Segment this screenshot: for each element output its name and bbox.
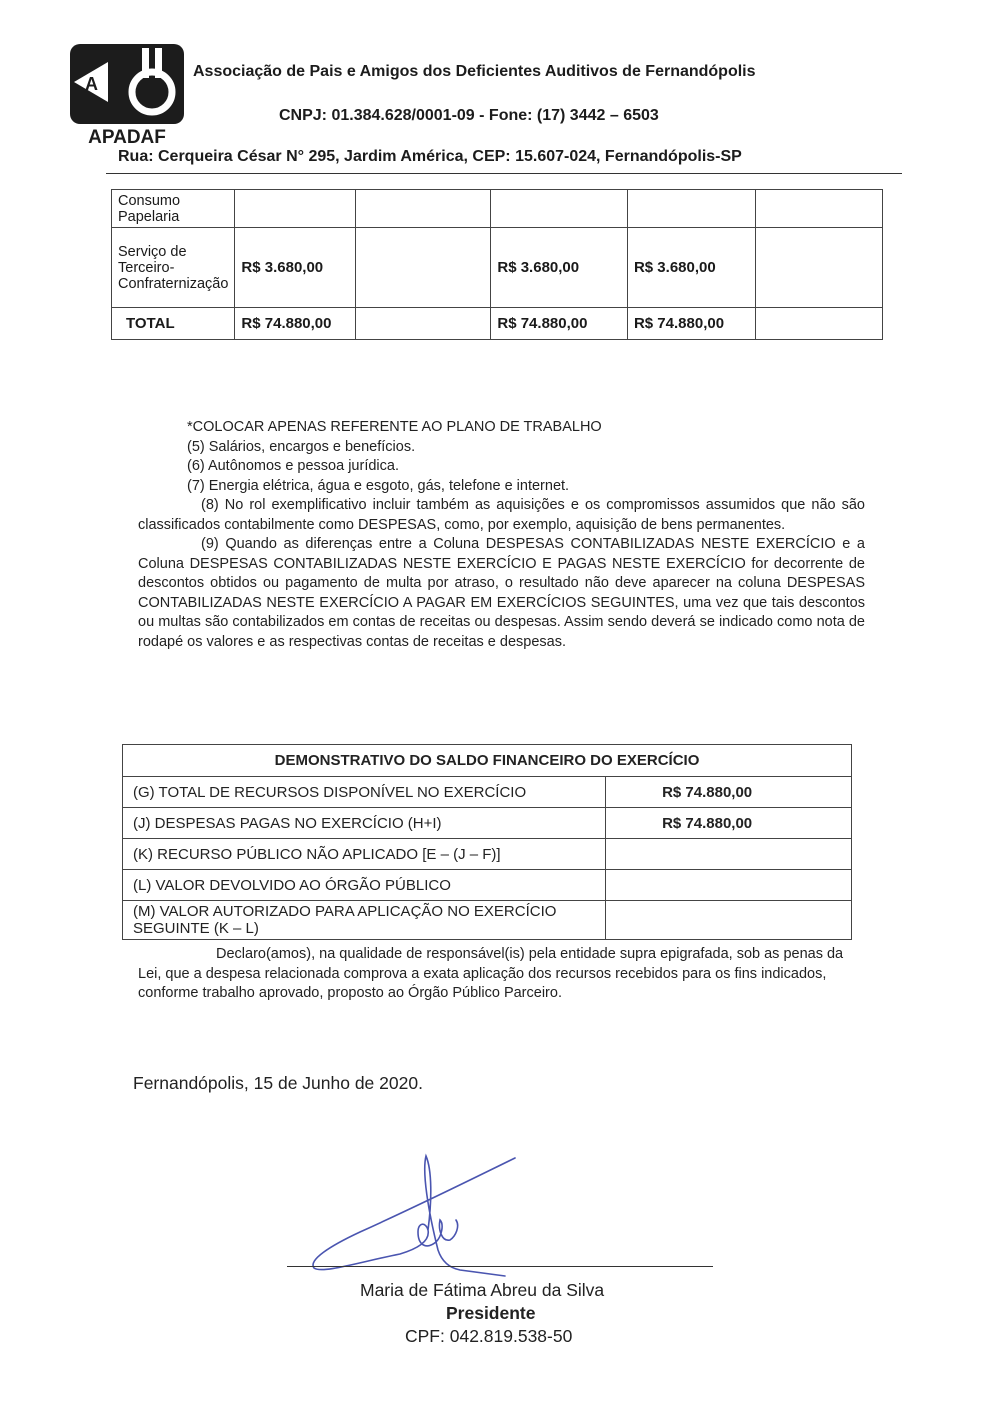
city-date: Fernandópolis, 15 de Junho de 2020. bbox=[133, 1073, 423, 1093]
note-9: (9) Quando as diferenças entre a Coluna DESPESAS CONTABILIZADAS NESTE EXERCÍCIO e a Coluna DESPESAS CONTABILIZADAS NESTE EXERCÍCIO E PAGAS NESTE EXERCÍCIO for decorrente de descontos obtidos ou pagamento de multa por atraso, o resultado não deve aparecer na coluna DESPESAS CONTABILIZADAS NESTE EXERCÍCIO A PAGAR EM EXERCÍCIOS SEGUINTES, uma vez que tais descontos ou multas são contabilizados em contas de receitas ou despesas. Assim sendo deverá se indicado como nota de rodapé os valores e as respectivas contas de receitas e despesas. bbox=[138, 536, 865, 650]
cell: R$ 3.680,00 bbox=[491, 228, 628, 308]
balance-label: (K) RECURSO PÚBLICO NÃO APLICADO [E – (J – F)] bbox=[123, 839, 606, 870]
balance-label: (G) TOTAL DE RECURSOS DISPONÍVEL NO EXERCÍCIO bbox=[123, 777, 606, 808]
cell: R$ 74.880,00 bbox=[235, 308, 356, 340]
balance-value: R$ 74.880,00 bbox=[606, 808, 852, 839]
cell bbox=[755, 190, 882, 228]
balance-value bbox=[606, 901, 852, 940]
cell bbox=[755, 228, 882, 308]
table-row bbox=[112, 190, 883, 228]
footnotes bbox=[138, 418, 865, 652]
table-row bbox=[123, 901, 852, 940]
balance-value bbox=[606, 870, 852, 901]
cell: R$ 74.880,00 bbox=[627, 308, 755, 340]
signatory-role: Presidente bbox=[446, 1303, 536, 1323]
signatory-name: Maria de Fátima Abreu da Silva bbox=[360, 1280, 605, 1300]
balance-label: (M) VALOR AUTORIZADO PARA APLICAÇÃO NO EXERCÍCIO SEGUINTE (K – L) bbox=[123, 901, 606, 940]
cell bbox=[491, 190, 628, 228]
cell: R$ 74.880,00 bbox=[491, 308, 628, 340]
cell bbox=[627, 190, 755, 228]
row-label: Consumo Papelaria bbox=[112, 190, 235, 228]
note-5: (5) Salários, encargos e benefícios. bbox=[187, 438, 416, 455]
declaration-text: Declaro(amos), na qualidade de responsável(is) pela entidade supra epigrafada, sob as penas da Lei, que a despesa relacionada comprova a exata aplicação dos recursos recebidos para os fins indicados, conforme trabalho aprovado, proposto ao Órgão Público Parceiro. bbox=[138, 946, 844, 1001]
balance-label: (J) DESPESAS PAGAS NO EXERCÍCIO (H+I) bbox=[123, 808, 606, 839]
balance-value: R$ 74.880,00 bbox=[606, 777, 852, 808]
note-7: (7) Energia elétrica, água e esgoto, gás, telefone e internet. bbox=[187, 477, 570, 494]
row-label: TOTAL bbox=[112, 308, 235, 340]
table-row bbox=[123, 870, 852, 901]
note-instruction: *COLOCAR APENAS REFERENTE AO PLANO DE TRABALHO bbox=[187, 419, 602, 435]
table-row bbox=[123, 808, 852, 839]
cell bbox=[356, 308, 491, 340]
cell bbox=[356, 228, 491, 308]
table-row bbox=[112, 308, 883, 340]
signatory-cpf: CPF: 042.819.538-50 bbox=[405, 1326, 573, 1346]
table-row bbox=[112, 228, 883, 308]
header-divider bbox=[106, 173, 902, 174]
table-header-row bbox=[123, 745, 852, 777]
signature-scribble bbox=[300, 1150, 530, 1280]
balance-value bbox=[606, 839, 852, 870]
cnpj-phone: CNPJ: 01.384.628/0001-09 - Fone: (17) 3442 – 6503 bbox=[279, 107, 659, 124]
cell: R$ 3.680,00 bbox=[235, 228, 356, 308]
apadaf-logo bbox=[68, 42, 186, 148]
table-row bbox=[123, 839, 852, 870]
balance-label: (L) VALOR DEVOLVIDO AO ÓRGÃO PÚBLICO bbox=[123, 870, 606, 901]
cell bbox=[755, 308, 882, 340]
balance-table bbox=[122, 744, 852, 940]
logo-text: APADAF bbox=[88, 127, 166, 148]
note-6: (6) Autônomos e pessoa jurídica. bbox=[187, 458, 399, 474]
cell bbox=[356, 190, 491, 228]
signature-line bbox=[287, 1266, 713, 1267]
logo-letter: A bbox=[85, 74, 98, 94]
balance-title: DEMONSTRATIVO DO SALDO FINANCEIRO DO EXERCÍCIO bbox=[123, 745, 852, 777]
table-row bbox=[123, 777, 852, 808]
cell: R$ 3.680,00 bbox=[627, 228, 755, 308]
cell bbox=[235, 190, 356, 228]
address: Rua: Cerqueira César N° 295, Jardim América, CEP: 15.607-024, Fernandópolis-SP bbox=[118, 148, 742, 165]
org-name: Associação de Pais e Amigos dos Deficientes Auditivos de Fernandópolis bbox=[193, 63, 756, 80]
row-label: Serviço de Terceiro-Confraternização bbox=[112, 228, 235, 308]
note-8: (8) No rol exemplificativo incluir também as aquisições e os compromissos assumidos que não são classificados contabilmente como DESPESAS, como, por exemplo, aquisição de bens permanentes. bbox=[138, 497, 865, 533]
expense-table bbox=[111, 189, 883, 340]
